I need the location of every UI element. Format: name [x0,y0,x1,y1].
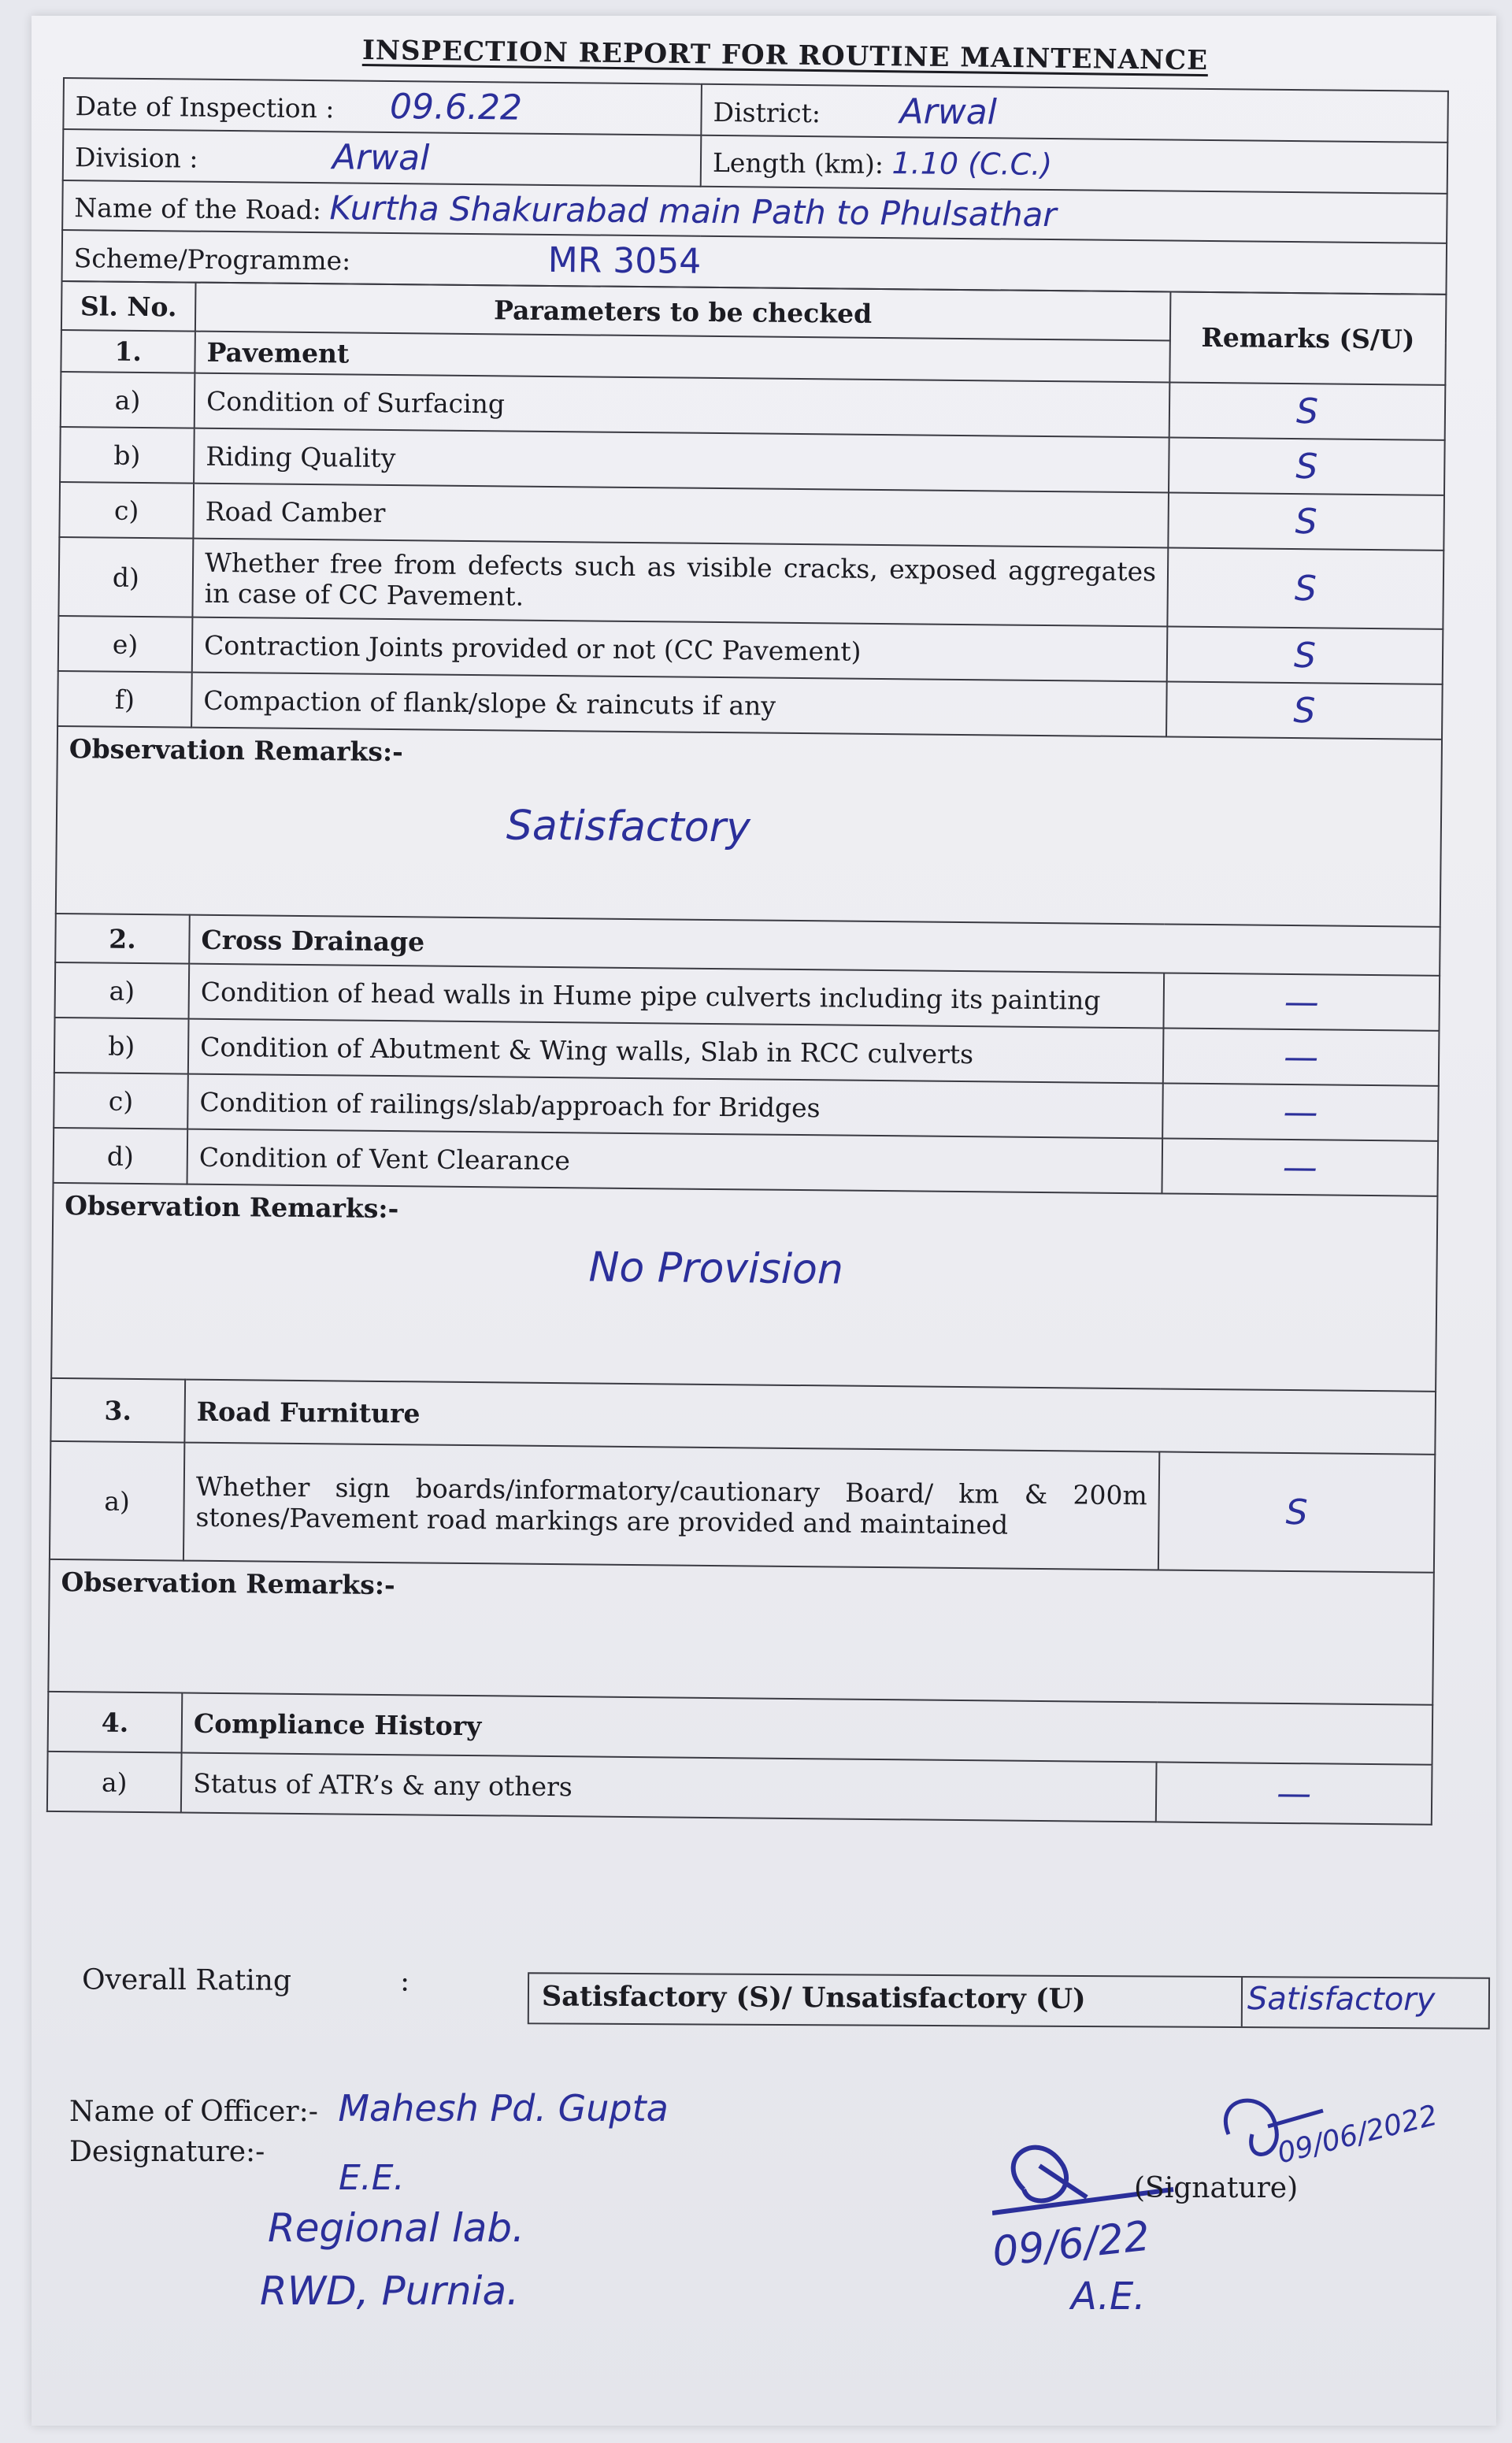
item-text: Condition of Abutment & Wing walls, Slab in RCC culverts [188,1019,1164,1084]
officer-designation-label: Designature:- [69,2136,265,2168]
item-id: a) [47,1752,182,1813]
signature-label: (Signature) [1134,2172,1299,2204]
item-id: d) [54,1128,188,1184]
item-text: Condition of Surfacing [195,373,1170,438]
section-name: Road Furniture [184,1380,1436,1455]
item-id: a) [61,372,195,428]
item-text: Compaction of flank/slope & raincuts if any [191,673,1167,737]
section-number: 1. [61,330,195,373]
item-id: e) [58,616,193,673]
section-1-table [57,280,1447,740]
overall-rating [82,1956,1484,2026]
length-label: Length (km): [712,146,884,180]
item-text: Whether free from defects such as visible cracks, exposed aggregates in case of CC Pavement. [192,539,1168,627]
rating-options: Satisfactory (S)/ Unsatisfactory (U) [529,1974,1243,2026]
col-sl-header: Sl. No. [61,281,196,332]
observation-remarks-2 [50,1184,1438,1391]
item-remark: — [1163,1028,1440,1085]
length-value: 1.10 (C.C.) [891,145,1053,182]
section-3-table [49,1377,1436,1574]
item-remark: S [1169,383,1446,440]
col-remarks-header: Remarks (S/U) [1169,292,1446,385]
section-name: Pavement [195,332,1169,383]
observation-value: Satisfactory [506,802,751,852]
designation-line-2: Regional lab. [268,2205,525,2251]
item-id: b) [54,1018,189,1074]
district-label: District: [713,96,821,129]
observation-label: Observation Remarks:- [61,1566,395,1601]
signature-date-2: 09/6/22 [990,2212,1153,2277]
item-text: Riding Quality [194,428,1169,493]
section-number: 3. [50,1378,185,1443]
item-remark: — [1162,1083,1439,1140]
signature-role: A.E. [1071,2274,1146,2319]
header-table [61,77,1449,295]
officer-name-value: Mahesh Pd. Gupta [338,2087,669,2130]
item-remark: S [1167,547,1443,628]
item-text: Whether sign boards/informatory/cautionary Board/ km & 200m stones/Pavement road markings are provided and maintained [183,1443,1159,1570]
observation-label: Observation Remarks:- [69,733,404,768]
observation-remarks-3 [47,1560,1435,1704]
section-name: Cross Drainage [189,915,1440,976]
section-name: Compliance History [182,1693,1433,1765]
scheme-value: MR 3054 [547,239,702,282]
division-value: Arwal [332,137,430,179]
designation-line-1: E.E. [339,2158,405,2198]
item-text: Condition of railings/slab/approach for Bridges [187,1074,1163,1139]
item-remark: S [1158,1451,1435,1572]
item-text: Contraction Joints provided or not (CC Pavement) [192,617,1168,682]
district-value: Arwal [899,91,998,133]
item-remark: S [1166,681,1443,739]
date-cell [63,78,702,135]
item-remark: — [1162,1138,1438,1196]
item-id: c) [59,482,194,539]
observation-label: Observation Remarks:- [65,1190,399,1225]
section-number: 2. [55,914,190,964]
item-text: Condition of Vent Clearance [187,1129,1163,1194]
item-remark: S [1169,438,1445,495]
officer-name-label: Name of Officer:- [69,2096,318,2128]
division-cell [63,129,702,187]
officer-name-row [69,2087,669,2130]
report-form [46,77,1449,1826]
district-cell [701,84,1448,143]
rating-box [528,1972,1490,2029]
observation-value: No Provision [588,1244,844,1294]
designation-line-3: RWD, Purnia. [260,2268,519,2314]
report-title: INSPECTION REPORT FOR ROUTINE MAINTENANCE [361,35,1209,77]
item-text: Road Camber [193,484,1169,548]
item-remark: S [1168,493,1444,551]
section-number: 4. [48,1692,183,1753]
item-remark: — [1163,973,1440,1030]
date-label: Date of Inspection : [75,91,335,124]
item-id: c) [54,1073,188,1129]
item-id: f) [57,671,192,728]
road-value: Kurtha Shakurabad main Path to Phulsathar [329,188,1057,235]
item-remark: — [1156,1762,1432,1824]
item-remark: S [1167,626,1443,684]
date-value: 09.6.22 [389,86,523,128]
item-text: Condition of head walls in Hume pipe culverts including its painting [189,964,1165,1029]
scheme-label: Scheme/Programme: [73,243,351,276]
length-cell [701,135,1448,194]
item-text: Status of ATR’s & any others [181,1753,1157,1822]
rating-label: Overall Rating [81,1963,292,1997]
item-id: d) [58,537,193,617]
rating-colon: : [399,1965,410,1998]
signature-date-1: 09/06/2022 [1274,2099,1441,2171]
item-id: a) [55,962,190,1019]
road-label: Name of the Road: [74,192,322,226]
col-params-header: Parameters to be checked [195,283,1171,341]
observation-remarks-1 [55,727,1443,926]
item-id: b) [60,427,195,484]
rating-value: Satisfactory [1247,1981,1436,2019]
item-id: a) [50,1441,184,1561]
section-2-table [53,913,1441,1197]
division-label: Division : [74,142,198,174]
section-4-table [46,1691,1433,1826]
